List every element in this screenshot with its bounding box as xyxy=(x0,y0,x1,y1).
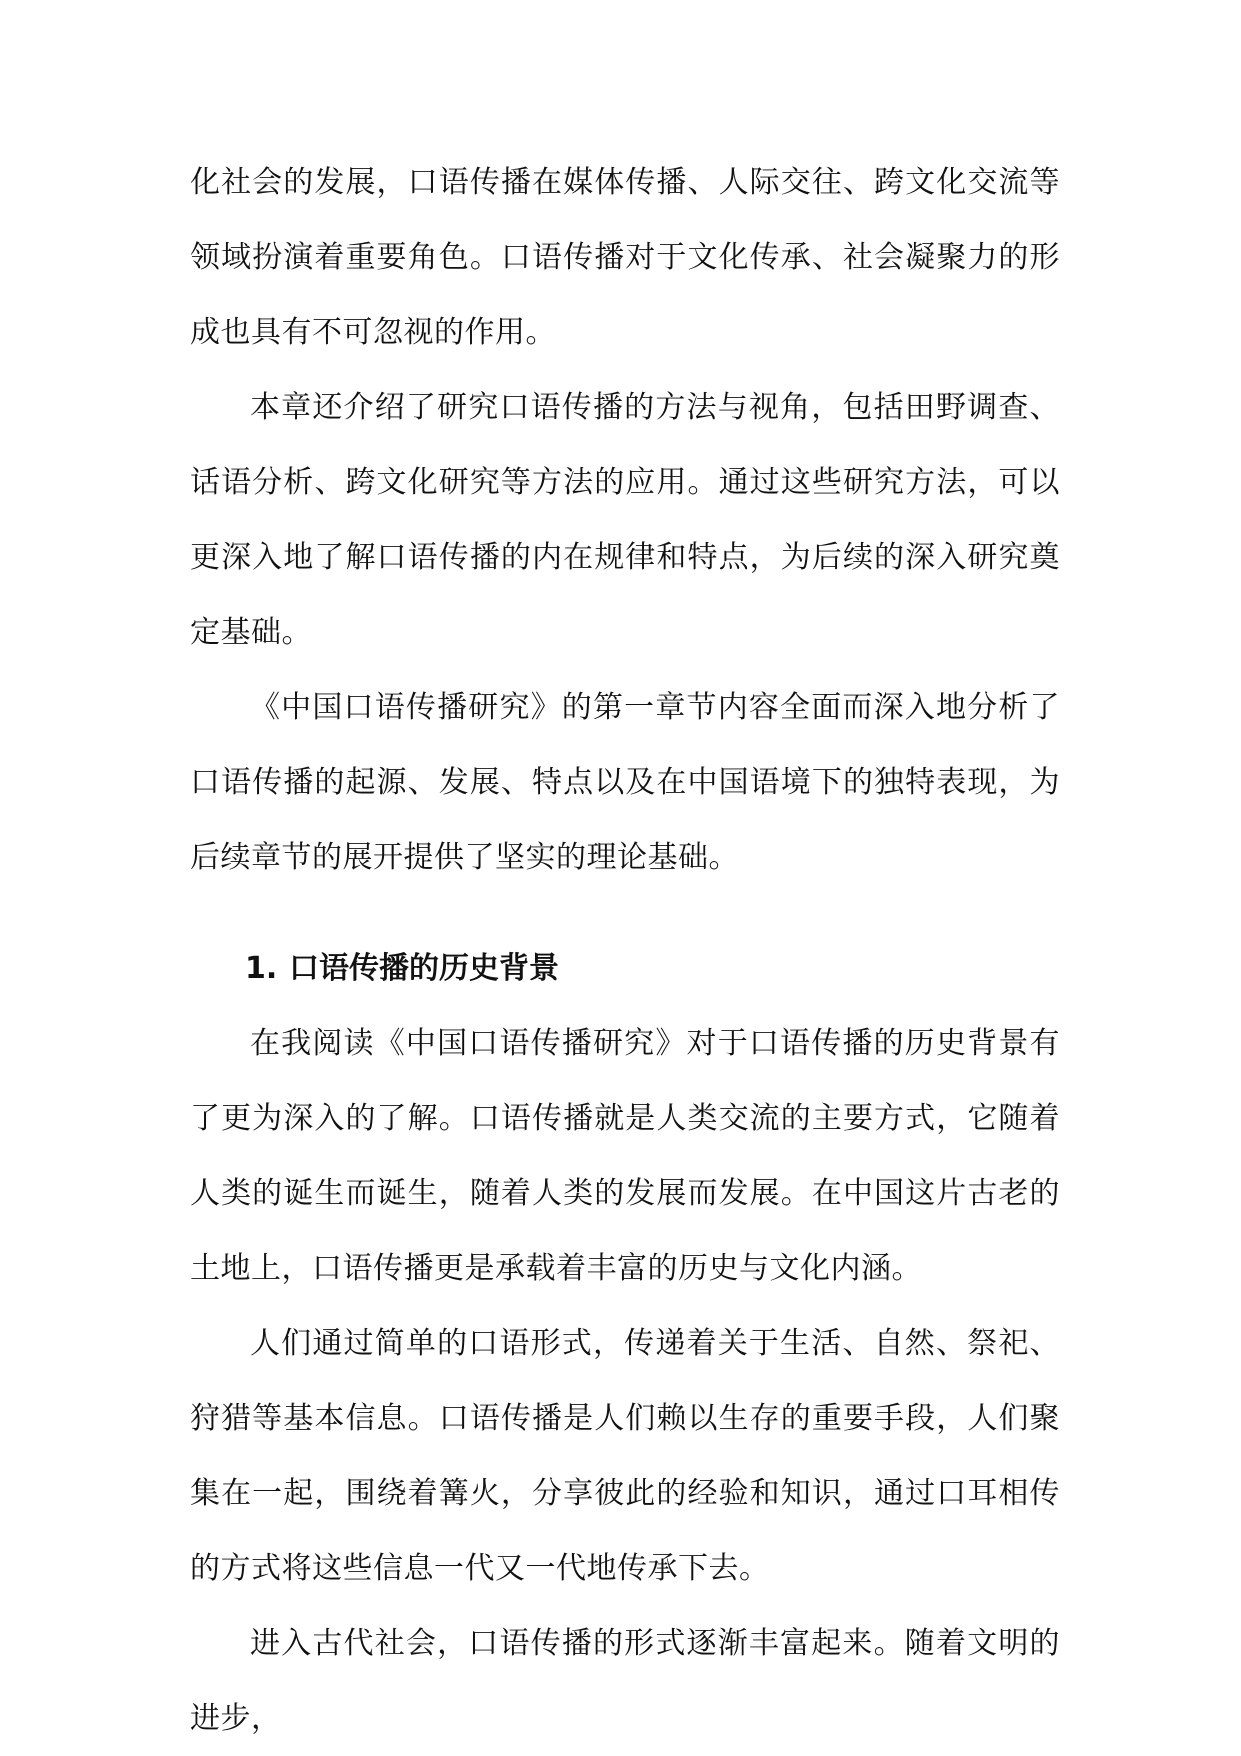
paragraph-chapter-summary: 《中国口语传播研究》的第一章节内容全面而深入地分析了口语传播的起源、发展、特点以及在中国语境下的独特表现，为后续章节的展开提供了坚实的理论基础。 xyxy=(190,690,1060,875)
section-title: 口语传播的历史背景 xyxy=(289,951,559,986)
section-number: 1. xyxy=(245,951,278,986)
paragraph-research-methods: 本章还介绍了研究口语传播的方法与视角，包括田野调查、话语分析、跨文化研究等方法的应用。通过这些研究方法，可以更深入地了解口语传播的内在规律和特点，为后续的深入研究奠定基础。 xyxy=(190,390,1060,650)
section-heading xyxy=(190,931,1060,1006)
paragraph-early-oral: 人们通过简单的口语形式，传递着关于生活、自然、祭祀、狩猎等基本信息。口语传播是人们赖以生存的重要手段，人们聚集在一起，围绕着篝火，分享彼此的经验和知识，通过口耳相传的方式将这些信息一代又一代地传承下去。 xyxy=(190,1326,1060,1586)
paragraph-history-intro: 在我阅读《中国口语传播研究》对于口语传播的历史背景有了更为深入的了解。口语传播就是人类交流的主要方式，它随着人类的诞生而诞生，随着人类的发展而发展。在中国这片古老的土地上，口语传播更是承载着丰富的历史与文化内涵。 xyxy=(190,1026,1060,1286)
page-body xyxy=(190,145,1060,1756)
paragraph-continued: 化社会的发展，口语传播在媒体传播、人际交往、跨文化交流等领域扮演着重要角色。口语传播对于文化传承、社会凝聚力的形成也具有不可忽视的作用。 xyxy=(190,165,1060,350)
paragraph-ancient-society: 进入古代社会，口语传播的形式逐渐丰富起来。随着文明的进步， xyxy=(190,1626,1060,1736)
